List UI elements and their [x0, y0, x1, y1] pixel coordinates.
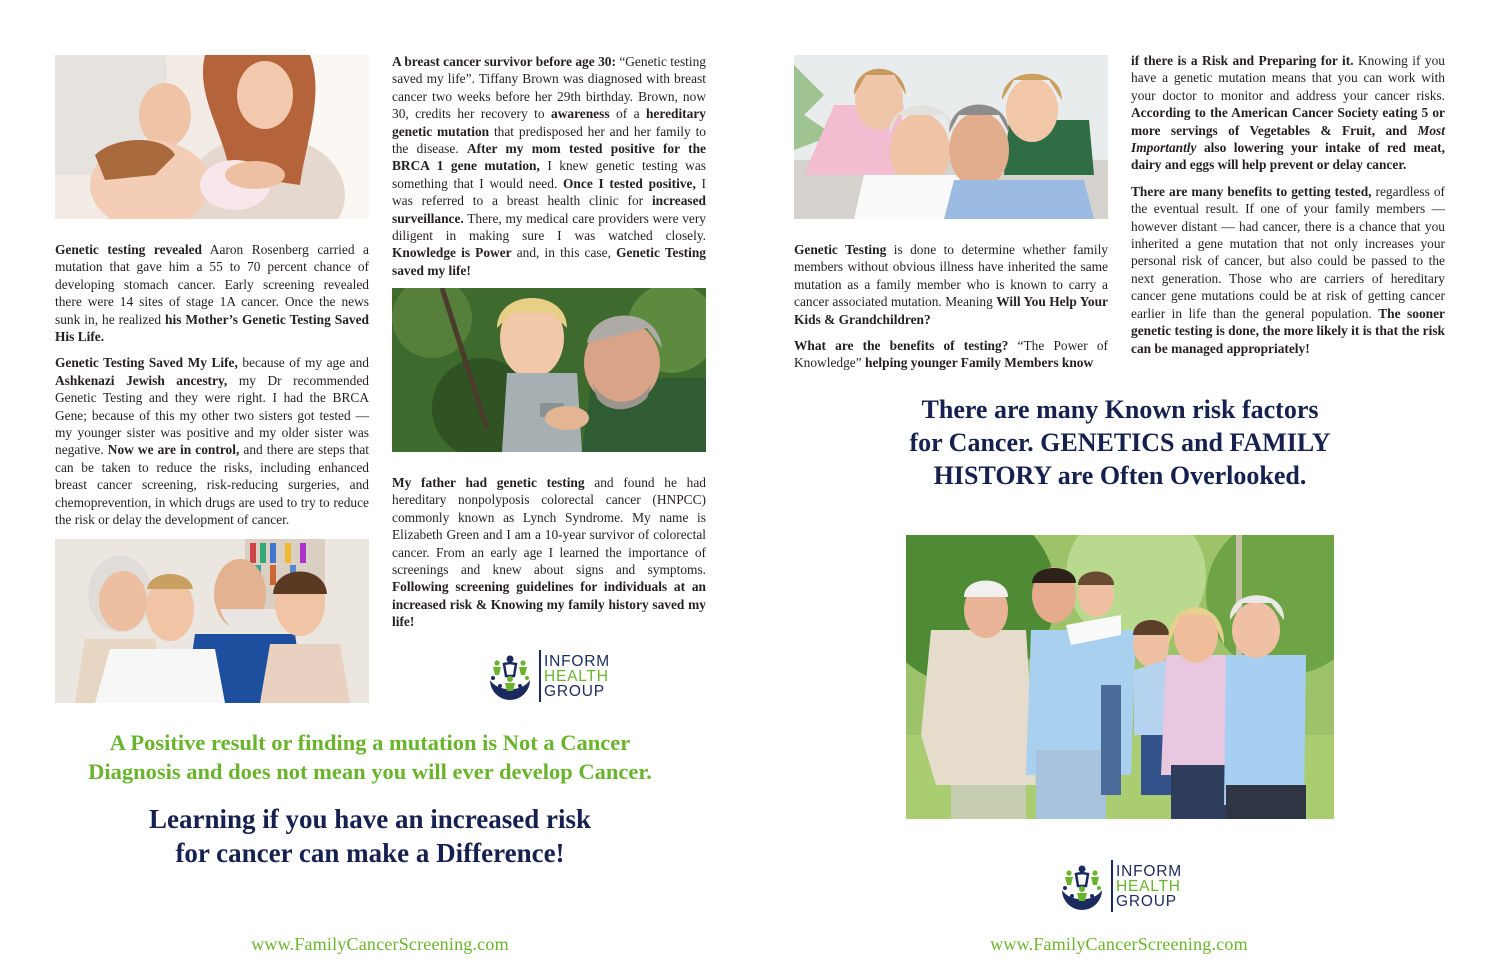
callout-navy-line2: for cancer can make a Difference!	[175, 838, 565, 868]
callout-green-line2: Diagnosis and does not mean you will ever develop Cancer.	[88, 759, 652, 784]
logo-wordmark	[1116, 864, 1182, 909]
positive-result-callout	[40, 728, 700, 786]
paragraph: if there is a Risk and Preparing for it. Knowing if you have a genetic mutation means that you can work with your doctor to monitor and address your cancer risks. According to the American Cancer Society eating 5 or more servings of Vegetables & Fruit, and Most Importantly also lowering your intake of red meat, dairy and eggs will help prevent or delay cancer.	[1131, 53, 1445, 173]
risk-factors-headline	[870, 393, 1370, 492]
logo-line-health: HEALTH	[544, 667, 609, 685]
paragraph: What are the benefits of testing? “The Power of Knowledge” helping younger Family Members know	[794, 338, 1108, 371]
website-url-right[interactable]: www.FamilyCancerScreening.com	[990, 934, 1248, 954]
photo-grandparents-grandkids-couch	[794, 55, 1108, 219]
paragraph: Genetic Testing is done to determine whether family members without obvious illness have inherited the same mutation as a family member who is known to carry a cancer associated mutation. Meaning Will You Help Your Kids & Grandchildren?	[794, 242, 1108, 327]
family-circle-logo-icon	[484, 650, 536, 702]
headline-line2: for Cancer. GENETICS and FAMILY	[909, 428, 1331, 457]
logo-line-group: GROUP	[544, 682, 605, 700]
logo-line-inform: INFORM	[1116, 862, 1182, 880]
photo-grandfather-boy-phone	[392, 288, 706, 452]
paragraph: Genetic testing revealed Aaron Rosenberg carried a mutation that gave him a 55 to 70 percent chance of developing stomach cancer. Early screening revealed there were 14 sites of stage 1A cancer. Once the news sunk in, he realized his Mother’s Genetic Testing Saved His Life.	[55, 242, 369, 345]
website-url-left[interactable]: www.FamilyCancerScreening.com	[251, 934, 509, 954]
increased-risk-callout	[40, 802, 700, 870]
paragraph: Genetic Testing Saved My Life, because of my age and Ashkenazi Jewish ancestry, my Dr recommended Genetic Testing and they were right. I had the BRCA Gene; because of this my other two sisters got tested — my younger sister was positive and my older sister was negative. Now we are in control, and there are steps that can be taken to reduce the risks, including enhanced breast cancer screening, risk-reducing surgeries, and chemoprevention, in which drugs are used to try to reduce the risk or delay the development of cancer.	[55, 355, 370, 528]
paragraph: There are many benefits to getting tested, regardless of the eventual result. If one of your family members — however distant — had cancer, there is a chance that you inherited a gene mutation that not only increases your personal risk of cancer, but also could be passed to the next generation. Those who are carriers of hereditary cancer gene mutations could be at risk of getting cancer earlier in life than the general population. The sooner genetic testing is done, the more likely it is that the risk can be managed appropriately!	[1131, 183, 1445, 356]
family-circle-logo-icon	[1056, 860, 1108, 912]
paragraph: My father had genetic testing and found he had hereditary nonpolyposis colorectal cancer (HNPCC) commonly known as Lynch Syndrome. My name is Elizabeth Green and I am a 10-year survivor of colorectal cancer. From an early age I learned the importance of screenings and knew about signs and symptoms. Following screening guidelines for individuals at an increased risk & Knowing my family history saved my life!	[392, 475, 706, 630]
photo-grandparents-kids-couch	[55, 539, 369, 703]
logo-line-group: GROUP	[1116, 892, 1177, 910]
headline-line3: HISTORY are Often Overlooked.	[933, 461, 1307, 490]
logo-line-health: HEALTH	[1116, 877, 1181, 895]
headline-line1: There are many Known risk factors	[921, 395, 1319, 424]
logo-divider	[1111, 860, 1113, 912]
logo-divider	[539, 650, 541, 702]
logo-wordmark	[544, 654, 610, 699]
inform-health-group-logo-right	[1056, 860, 1182, 912]
inform-health-group-logo	[484, 650, 610, 702]
callout-green-line1: A Positive result or finding a mutation is Not a Cancer	[109, 730, 631, 755]
photo-grandmother-baby	[55, 55, 369, 219]
story-elizabeth-green	[392, 474, 706, 640]
paragraph: A breast cancer survivor before age 30: “Genetic testing saved my life”. Tiffany Brown was diagnosed with breast cancer two weeks before her 29th birthday. Brown, now 30, credits her recovery to awareness of a hereditary genetic mutation that predisposed her and her family to the disease. After my mom tested positive for the BRCA 1 gene mutation, I knew genetic testing was something that I would need. Once I tested positive, I was referred to a breast health clinic for increased surveillance. There, my medical care providers were very diligent in making sure I was watched closely. Knowledge is Power and, in this case, Genetic Testing saved my life!	[392, 54, 707, 278]
story-aaron-rosenberg	[55, 241, 369, 538]
genetic-testing-definition	[794, 241, 1108, 381]
logo-line-inform: INFORM	[544, 652, 610, 670]
story-tiffany-brown	[392, 53, 706, 288]
photo-three-generation-family-park	[906, 535, 1334, 819]
benefits-of-testing-text	[1131, 52, 1445, 366]
callout-navy-line1: Learning if you have an increased risk	[148, 804, 592, 834]
